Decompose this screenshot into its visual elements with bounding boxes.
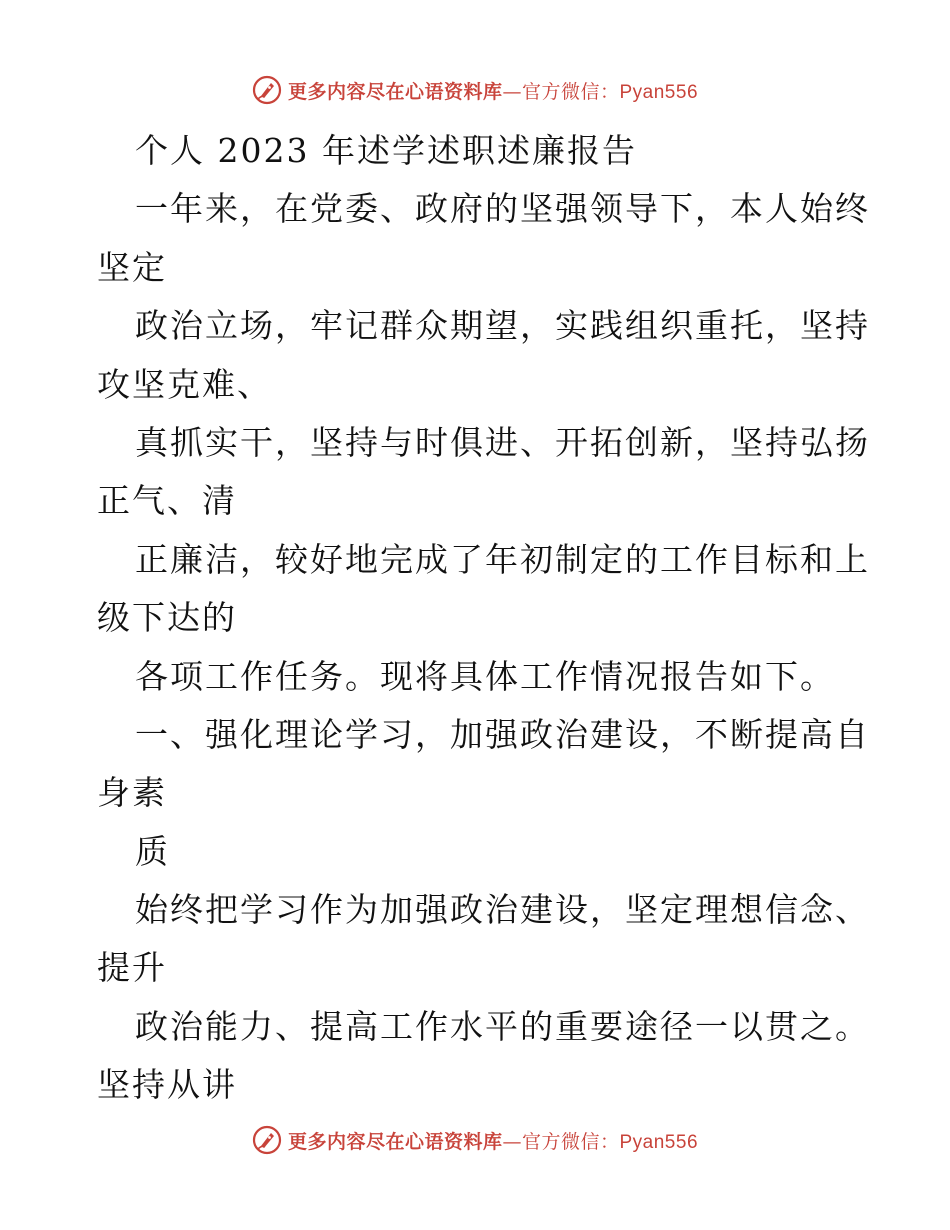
paragraph-line: 始终把学习作为加强政治建设，坚定理想信念、 xyxy=(135,890,870,930)
paragraph-line: 正气、清 xyxy=(97,481,237,521)
watermark-separator: — xyxy=(502,1130,522,1153)
watermark-account-label: 官方微信： xyxy=(521,80,620,103)
watermark-label: 更多内容尽在心语资料库 xyxy=(287,1130,503,1153)
watermark-account-id: Pyan556 xyxy=(619,81,699,103)
document-body xyxy=(97,122,870,1115)
footer-watermark xyxy=(0,1120,950,1160)
watermark-account-id: Pyan556 xyxy=(619,1131,699,1153)
watermark-text xyxy=(288,77,698,104)
paragraph-line: 提升 xyxy=(97,948,167,988)
paragraph-line: 真抓实干，坚持与时俱进、开拓创新，坚持弘扬 xyxy=(135,422,870,462)
watermark-text xyxy=(288,1127,698,1154)
paragraph-line: 级下达的 xyxy=(97,598,237,638)
header-watermark xyxy=(0,70,950,110)
watermark-separator: — xyxy=(502,80,522,103)
paragraph-line: 一年来，在党委、政府的坚强领导下，本人始终 xyxy=(135,189,870,229)
section-heading-line: 一、强化理论学习，加强政治建设，不断提高自 xyxy=(135,714,870,754)
section-heading-line: 质 xyxy=(135,831,170,871)
pen-nib-logo-icon xyxy=(252,75,282,105)
paragraph-line: 政治能力、提高工作水平的重要途径一以贯之。 xyxy=(135,1006,870,1046)
section-heading-line: 身素 xyxy=(97,773,167,813)
paragraph-line: 正廉洁，较好地完成了年初制定的工作目标和上 xyxy=(135,539,870,579)
paragraph-line: 各项工作任务。现将具体工作情况报告如下。 xyxy=(135,656,835,696)
watermark-account-label: 官方微信： xyxy=(521,1130,620,1153)
paragraph-line: 坚定 xyxy=(97,247,167,287)
pen-nib-logo-icon xyxy=(252,1125,282,1155)
paragraph-line: 政治立场，牢记群众期望，实践组织重托，坚持 xyxy=(135,306,870,346)
paragraph-line: 攻坚克难、 xyxy=(97,364,272,404)
paragraph-line: 坚持从讲 xyxy=(97,1065,237,1105)
watermark-label: 更多内容尽在心语资料库 xyxy=(287,80,503,103)
document-title: 个人 2023 年述学述职述廉报告 xyxy=(135,131,637,170)
